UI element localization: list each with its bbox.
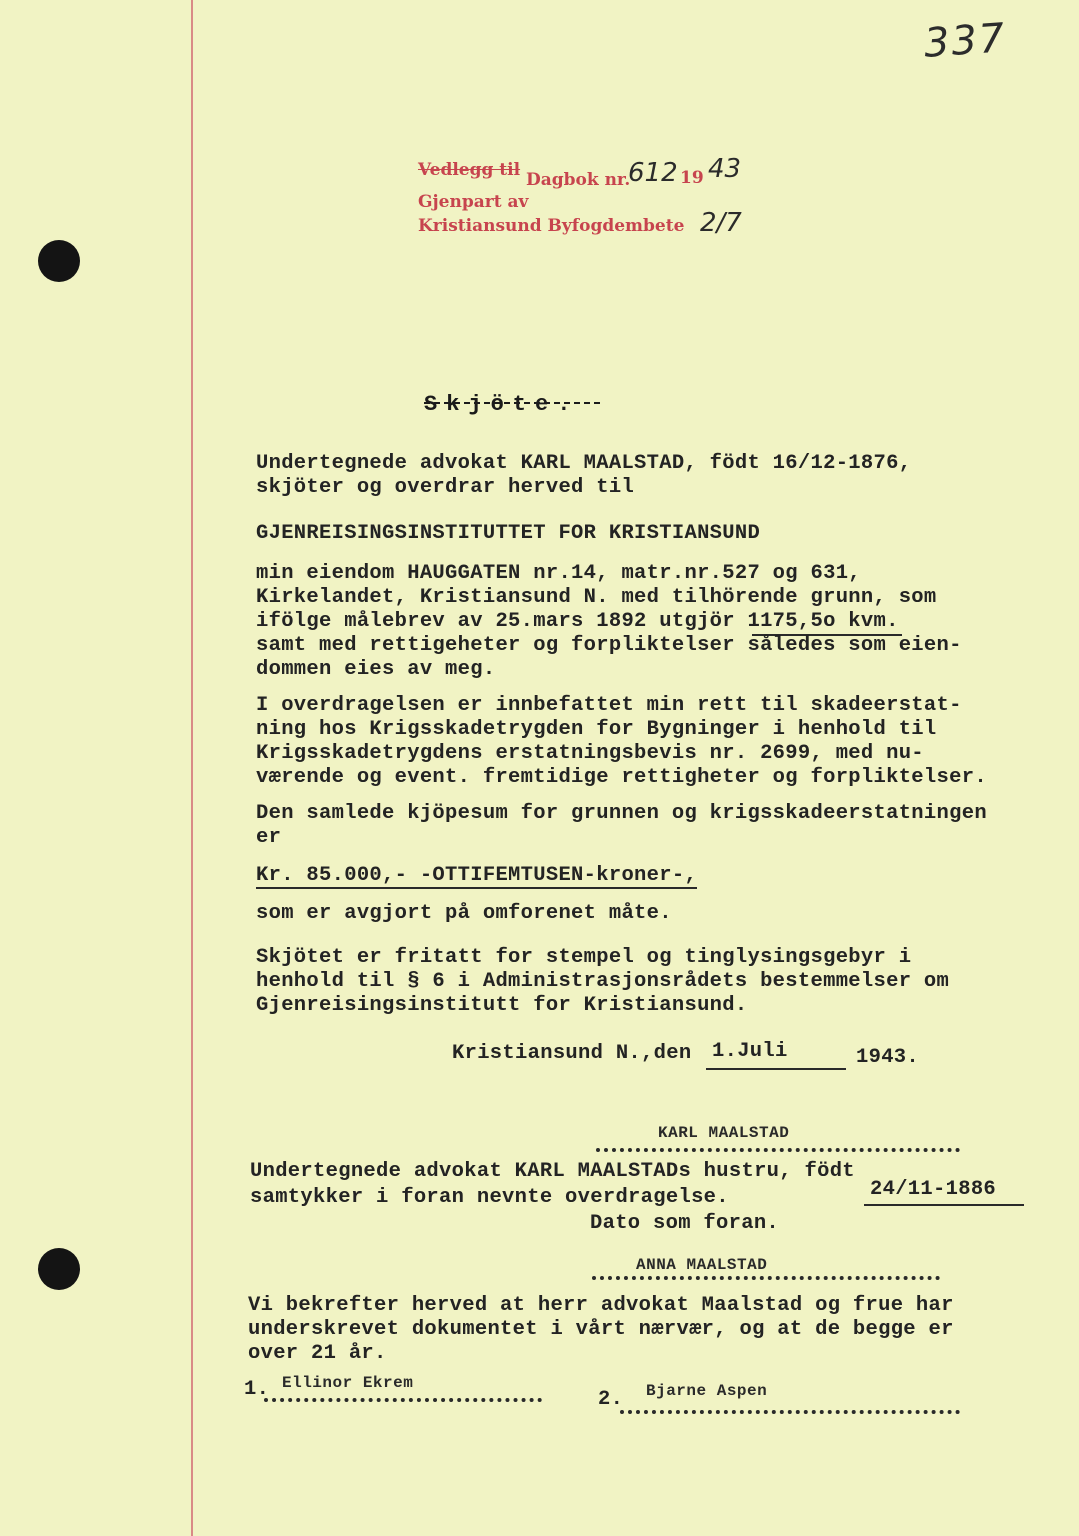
witness1-line <box>264 1398 542 1402</box>
stamp-office: Kristiansund Byfogdembete <box>418 216 685 236</box>
recipient: GJENREISINGSINSTITUTTET FOR KRISTIANSUND <box>256 522 761 545</box>
page-number: 337 <box>922 15 1008 67</box>
margin-line <box>191 0 193 1536</box>
purchase-amount <box>256 864 697 887</box>
stamp-gjenpart: Gjenpart av <box>418 192 529 212</box>
p4-line2: er <box>256 826 282 849</box>
consent-birth: 24/11-1886 <box>870 1178 997 1201</box>
witness2-name: Bjarne Aspen <box>646 1382 768 1400</box>
witness-line3: over 21 år. <box>248 1342 387 1365</box>
stamp-year-suffix: 43 <box>708 154 742 184</box>
signature-anna-maalstad: ANNA MAALSTAD <box>636 1256 768 1274</box>
consent-line1: Undertegnede advokat KARL MAALSTADs hustru, födt <box>250 1160 855 1183</box>
p3-line4: værende og event. fremtidige rettigheter og forpliktelser. <box>256 766 987 789</box>
witness2-label: 2. <box>598 1388 624 1411</box>
p6-line1: Skjötet er fritatt for stempel og tinglysingsgebyr i <box>256 946 912 969</box>
signature-karl-maalstad: KARL MAALSTAD <box>658 1124 790 1142</box>
punch-hole-bottom <box>38 1248 80 1290</box>
p2-line5: dommen eies av meg. <box>256 658 496 681</box>
stamp-dagbok-label: Dagbok nr. <box>526 170 631 190</box>
punch-hole-top <box>38 240 80 282</box>
p3-line3: Krigsskadetrygdens erstatningsbevis nr. 2699, med nu- <box>256 742 924 765</box>
signature-line-2 <box>592 1276 940 1280</box>
stamp-year-prefix: 19 <box>680 168 704 188</box>
stamp-dagbok-number: 612 <box>628 158 678 188</box>
signature-line-1 <box>596 1148 960 1152</box>
witness-line1: Vi bekrefter herved at herr advokat Maalstad og frue har <box>248 1294 954 1317</box>
p2-line2: Kirkelandet, Kristiansund N. med tilhörende grunn, som <box>256 586 937 609</box>
p5: som er avgjort på omforenet måte. <box>256 902 672 925</box>
witness-line2: underskrevet dokumentet i vårt nærvær, og at de begge er <box>248 1318 954 1341</box>
place-date-day: 1.Juli <box>712 1040 788 1063</box>
document-title: Skjöte. <box>424 392 580 417</box>
place-date-prefix: Kristiansund N.,den <box>452 1042 692 1065</box>
p1-line2: skjöter og overdrar herved til <box>256 476 635 499</box>
stamp-date: 2/7 <box>700 208 742 238</box>
p3-line2: ning hos Krigsskadetrygden for Bygninger i henhold til <box>256 718 937 741</box>
p2-line1: min eiendom HAUGGATEN nr.14, matr.nr.527 og 631, <box>256 562 861 585</box>
p2-line4: samt med rettigeheter og forpliktelser således som eien- <box>256 634 962 657</box>
title-underline <box>424 402 600 404</box>
date-underline <box>706 1068 846 1070</box>
witness1-label: 1. <box>244 1378 270 1401</box>
purchase-amount-text: Kr. 85.000,- -OTTIFEMTUSEN-kroner-, <box>256 864 698 887</box>
p1-line1: Undertegnede advokat KARL MAALSTAD, födt 16/12-1876, <box>256 452 912 475</box>
witness1-name: Ellinor Ekrem <box>282 1374 414 1392</box>
stamp-vedlegg: Vedlegg til <box>418 160 521 180</box>
consent-line2: samtykker i foran nevnte overdragelse. <box>250 1186 729 1209</box>
p2-line3: ifölge målebrev av 25.mars 1892 utgjör 1175,5o kvm. <box>256 610 899 633</box>
witness2-line <box>620 1410 960 1414</box>
p4-line1: Den samlede kjöpesum for grunnen og krigsskadeerstatningen <box>256 802 987 825</box>
p6-line2: henhold til § 6 i Administrasjonsrådets bestemmelser om <box>256 970 950 993</box>
p3-line1: I overdragelsen er innbefattet min rett til skadeerstat- <box>256 694 962 717</box>
p6-line3: Gjenreisingsinstitutt for Kristiansund. <box>256 994 748 1017</box>
birth-underline <box>864 1204 1024 1206</box>
consent-date: Dato som foran. <box>590 1212 780 1235</box>
place-date-year: 1943. <box>856 1046 920 1069</box>
